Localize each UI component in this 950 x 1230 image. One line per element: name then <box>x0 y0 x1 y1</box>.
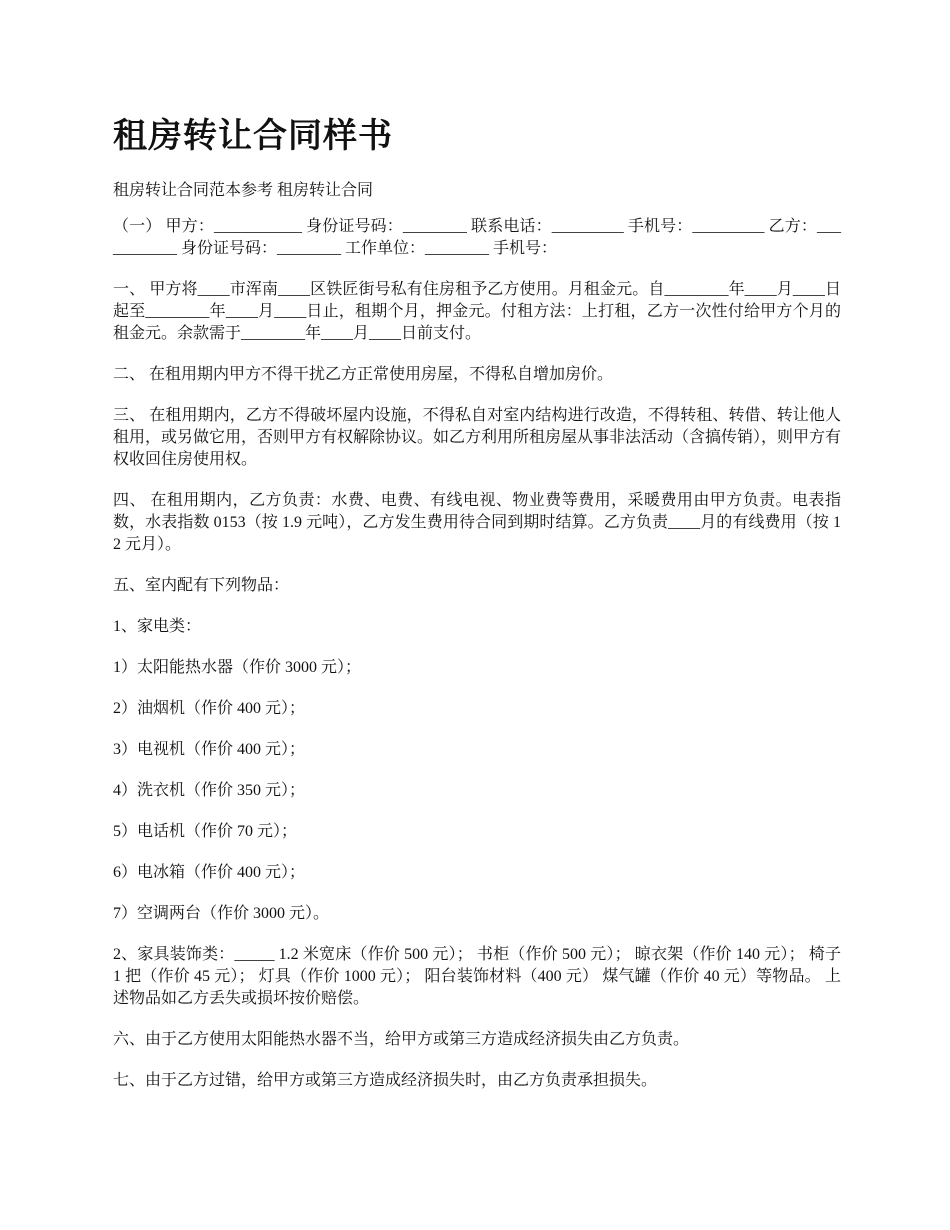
clause-6-water-heater: 六、由于乙方使用太阳能热水器不当，给甲方或第三方造成经济损失由乙方负责。 <box>113 1031 690 1048</box>
document-subtitle: 租房转让合同范本参考 租房转让合同 <box>113 182 374 199</box>
list-item: 3）电视机（作价 400 元）； <box>113 741 306 758</box>
list-item: 2）油烟机（作价 400 元）； <box>113 700 306 717</box>
clause-1-rent-terms: 一、 甲方将____市浑南____区铁匠街号私有住房租予乙方使用。月租金元。自________年____月____日起至________年____月____日止，租期个月，押金元。付租方法：上打租，乙方一次性付给甲方个月的租金元。余款需于________年____月____日前支付。 <box>113 281 841 342</box>
list-item: 5）电话机（作价 70 元）； <box>113 823 298 840</box>
furniture-paragraph: 2、家具装饰类：_____ 1.2 米宽床（作价 500 元）； 书柜（作价 500 元）； 晾衣架（作价 140 元）； 椅子 1 把（作价 45 元）； 灯具（作价 1000 元）； 阳台装饰材料（400 元） 煤气罐（作价 40 元）等物品。 上述物品如乙方丢失或损坏按价赔偿。 <box>113 946 841 1007</box>
list-item: 4）洗衣机（作价 350 元）； <box>113 782 306 799</box>
document-page <box>113 112 841 1111</box>
party-info-paragraph: （一） 甲方：___________ 身份证号码：________ 联系电话：_________ 手机号：_________ 乙方：___________ 身份证号码：________ 工作单位：________ 手机号： <box>113 218 841 257</box>
list-item: 1）太阳能热水器（作价 3000 元）； <box>113 659 362 676</box>
clause-3-tenant-obligations: 三、 在租用期内，乙方不得破坏屋内设施，不得私自对室内结构进行改造，不得转租、转借、转让他人租用，或另做它用，否则甲方有权解除协议。如乙方利用所租房屋从事非法活动（含搞传销），则甲方有权收回住房使用权。 <box>113 407 842 468</box>
appliances-heading: 1、家电类： <box>113 618 202 635</box>
clause-7-liability: 七、由于乙方过错，给甲方或第三方造成经济损失时，由乙方负责承担损失。 <box>113 1072 658 1089</box>
clause-4-utility-fees: 四、 在租用期内，乙方负责：水费、电费、有线电视、物业费等费用，采暖费用由甲方负责。电表指数，水表指数 0153（按 1.9 元吨），乙方发生费用待合同到期时结算。乙方负责____月的有线费用（按 12 元月）。 <box>113 492 841 553</box>
clause-5-furnishings-heading: 五、室内配有下列物品： <box>113 577 290 594</box>
list-item: 6）电冰箱（作价 400 元）； <box>113 864 306 881</box>
clause-2-no-interference: 二、 在租用期内甲方不得干扰乙方正常使用房屋，不得私自增加房价。 <box>113 366 614 383</box>
document-title: 租房转让合同样书 <box>113 116 393 156</box>
list-item: 7）空调两台（作价 3000 元）。 <box>113 905 330 922</box>
